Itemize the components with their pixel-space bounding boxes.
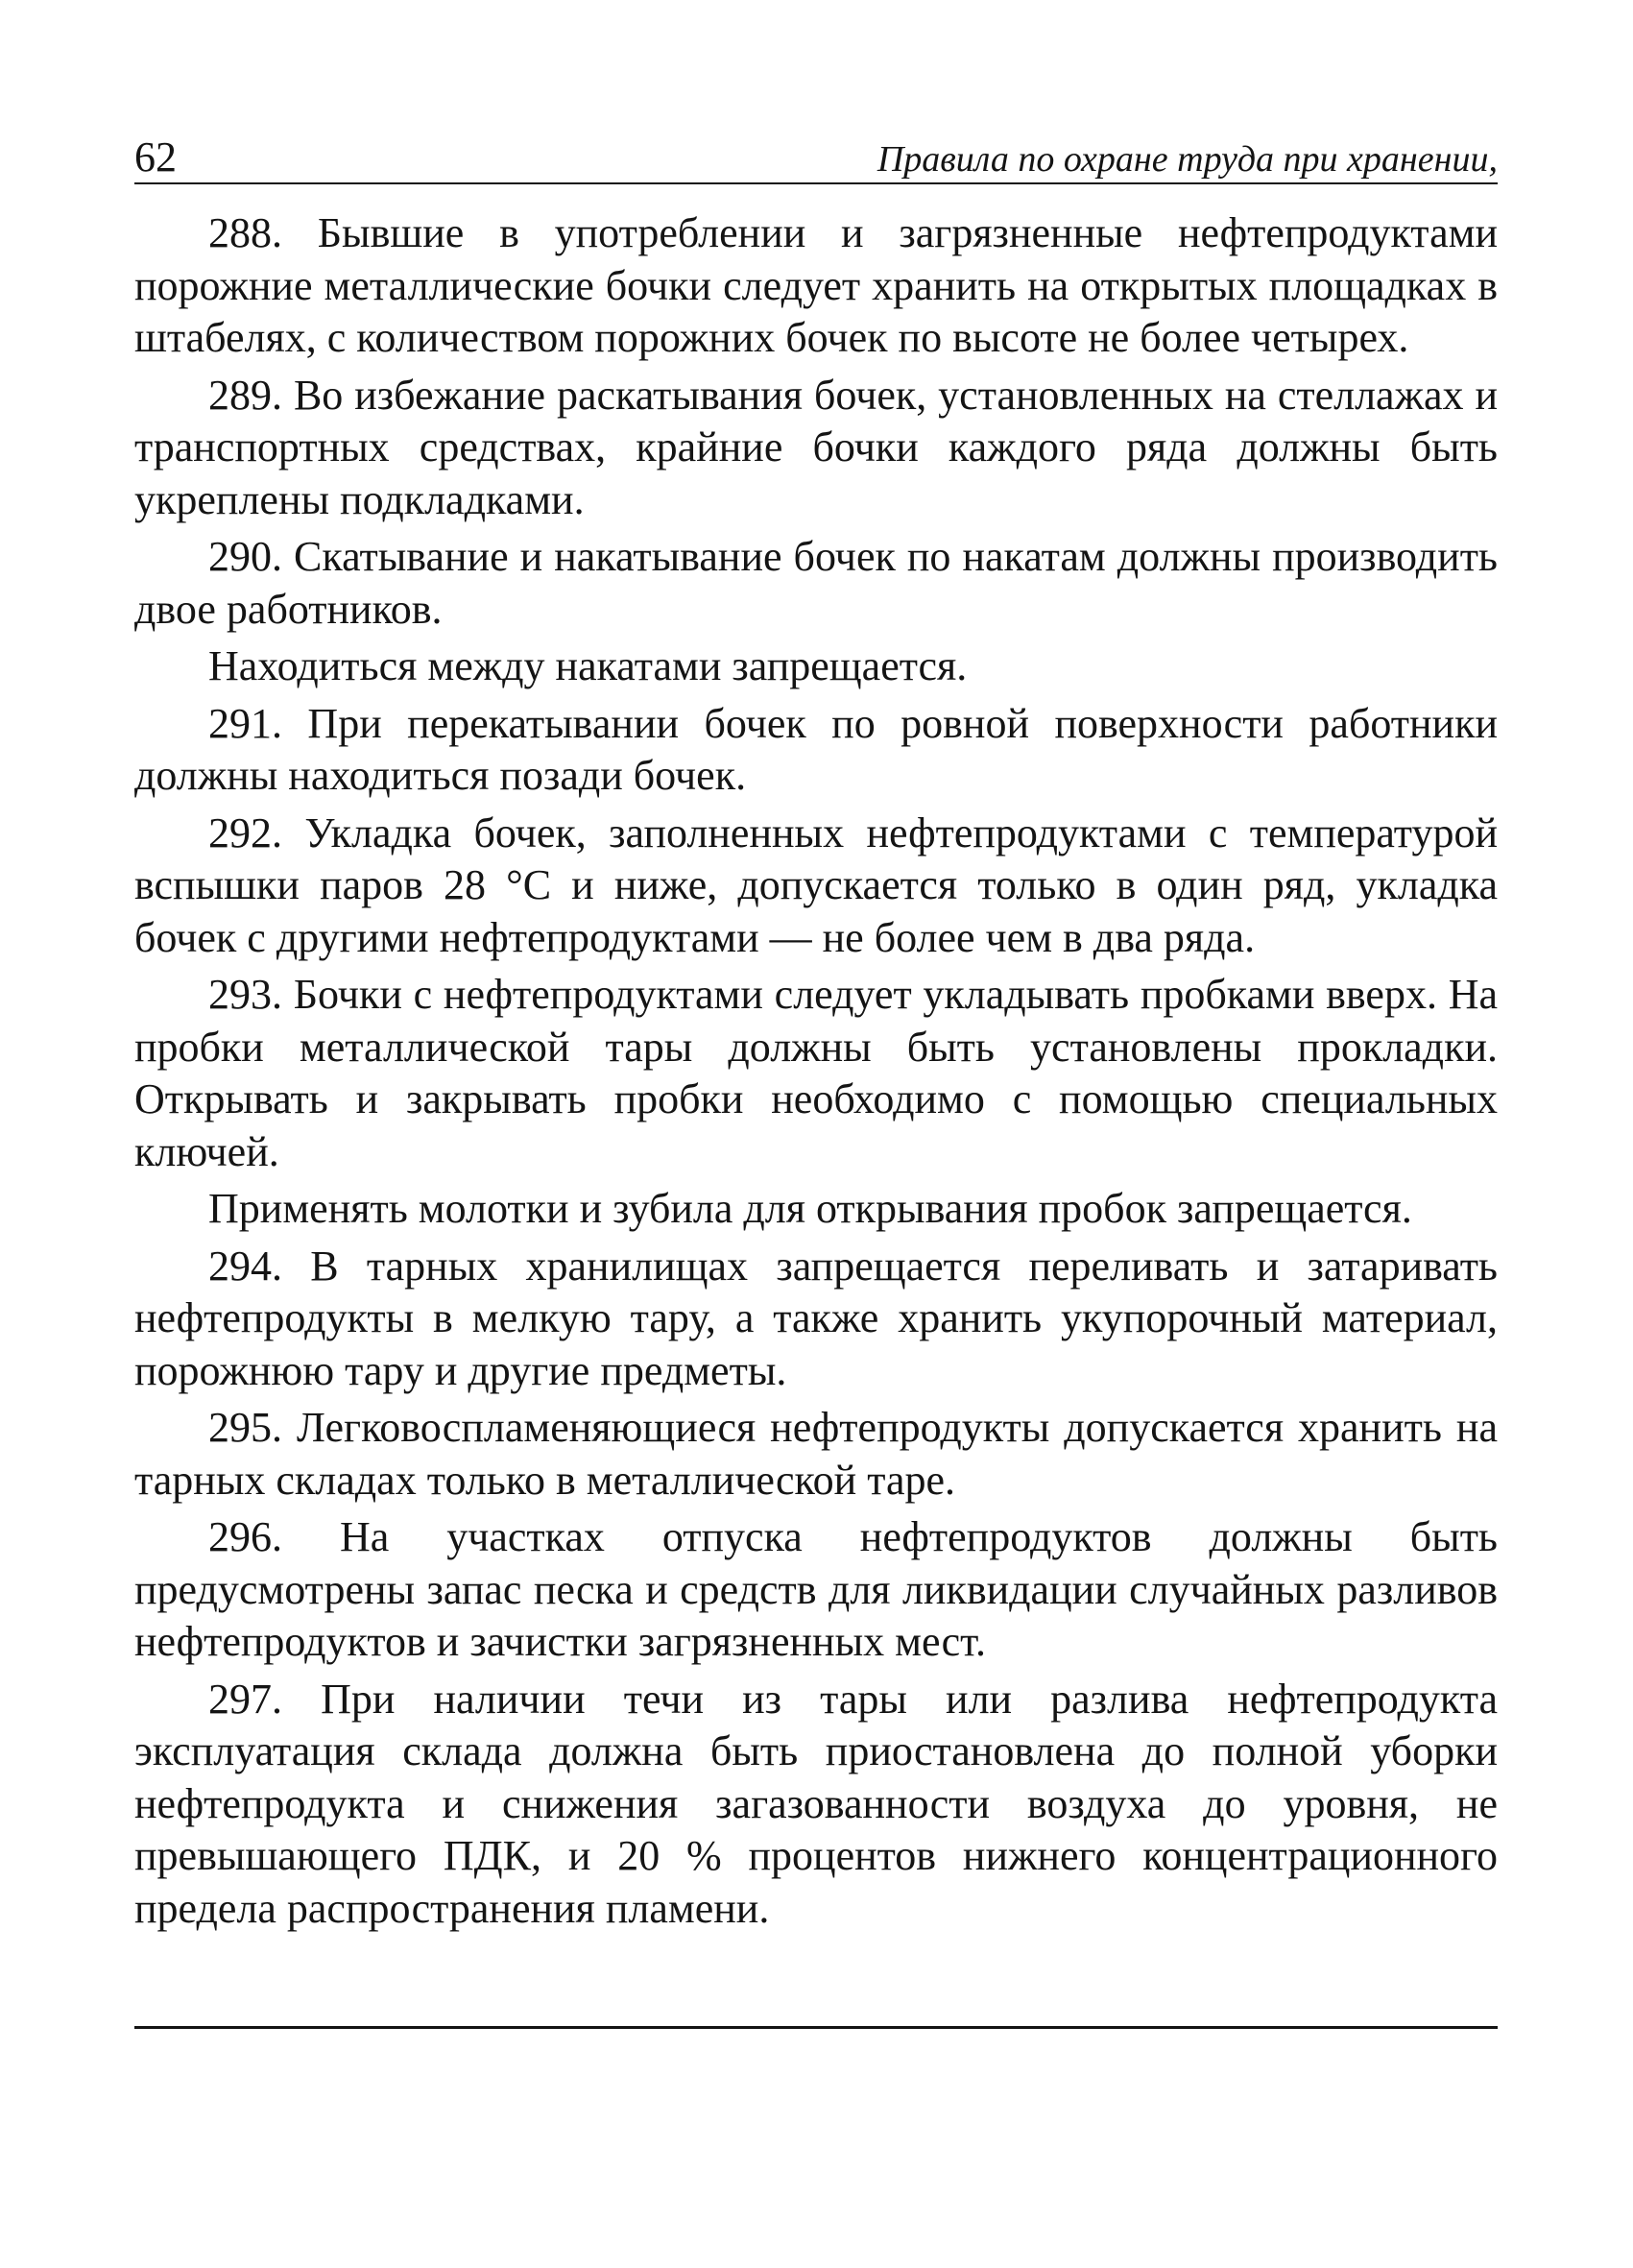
paragraph-296: 296. На участках отпуска нефтепродуктов должны быть предусмотрены запас песка и средств для ликвидации случайных разливов нефтепродуктов и зачистки загрязненных мест.: [134, 1513, 1498, 1665]
paragraph-297: 297. При наличии течи из тары или разлива нефтепродукта эксплуатация склада должна быть приостановлена до полной уборки нефтепродукта и снижения загазованности воздуха до уровня, не превышающего ПДК, и 20 % процентов нижнего концентрационного предела распространения пламени.: [134, 1675, 1498, 1932]
paragraph-295: 295. Легковоспламеняющиеся нефтепродукты допускается хранить на тарных складах только в металлической таре.: [134, 1404, 1498, 1504]
header-rule: [134, 182, 1498, 184]
paragraph-290-note: Находиться между накатами запрещается.: [208, 642, 968, 689]
paragraph-290: 290. Скатывание и накатывание бочек по накатам должны производить двое работников.: [134, 533, 1498, 633]
paragraph-291: 291. При перекатывании бочек по ровной поверхности работники должны находиться позади бочек.: [134, 699, 1498, 799]
paragraph-288: 288. Бывшие в употреблении и загрязненные нефтепродуктами порожние металлические бочки следует хранить на открытых площадках в штабелях, с количеством порожних бочек по высоте не более четырех.: [134, 209, 1498, 361]
paragraph-289: 289. Во избежание раскатывания бочек, установленных на стеллажах и транспортных средствах, крайние бочки каждого ряда должны быть укреплены подкладками.: [134, 371, 1498, 523]
page-number: 62: [134, 133, 177, 181]
paragraph-293: 293. Бочки с нефтепродуктами следует укладывать пробками вверх. На пробки металлической тары должны быть установлены прокладки. Открывать и закрывать пробки необходимо с помощью специальных ключей.: [134, 971, 1498, 1175]
running-title: Правила по охране труда при хранении,: [877, 139, 1498, 180]
paragraph-294: 294. В тарных хранилищах запрещается переливать и затаривать нефтепродукты в мелкую тару, а также хранить укупорочный материал, порожнюю тару и другие предметы.: [134, 1242, 1498, 1394]
page-header: [134, 134, 1498, 184]
body-text: [134, 207, 1498, 1940]
paragraph-292: 292. Укладка бочек, заполненных нефтепродуктами с температурой вспышки паров 28 °С и ниже, допускается только в один ряд, укладка бочек с другими нефтепродуктами — не более чем в два ряда.: [134, 808, 1498, 961]
footer-rule: [134, 2026, 1498, 2029]
paragraph-293-note: Применять молотки и зубила для открывания пробок запрещается.: [208, 1185, 1412, 1232]
